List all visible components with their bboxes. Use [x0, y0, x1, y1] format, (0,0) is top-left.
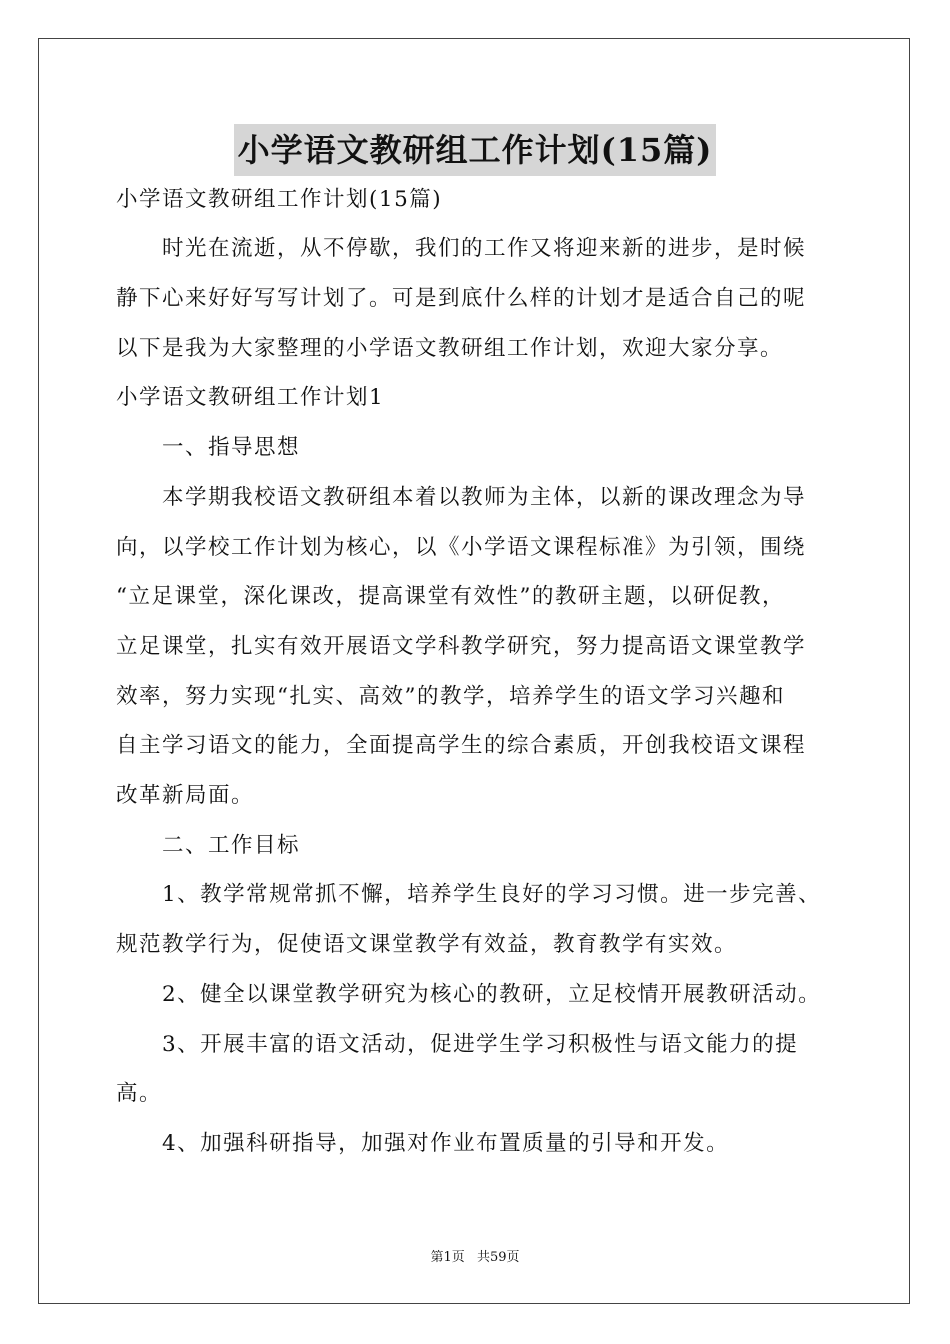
section-heading: 一、指导思想: [116, 435, 301, 460]
page-border: [38, 38, 910, 1304]
text-line: 向，以学校工作计划为核心，以《小学语文课程标准》为引领，围绕: [116, 535, 807, 560]
text-line: 高。: [116, 1081, 163, 1106]
section-heading: 二、工作目标: [116, 833, 301, 858]
document-title: 小学语文教研组工作计划(15篇): [234, 124, 717, 176]
page-total: 共59页: [476, 1250, 520, 1265]
list-item: 2、健全以课堂教学研究为核心的教研，立足校情开展教研活动。: [116, 982, 822, 1007]
text-line: 立足课堂，扎实有效开展语文学科教学研究，努力提高语文课堂教学: [116, 634, 807, 659]
text-line: 自主学习语文的能力，全面提高学生的综合素质，开创我校语文课程: [116, 733, 807, 758]
title-wrap: [0, 124, 950, 176]
page-number: 第1页: [430, 1250, 465, 1265]
text-line: 改革新局面。: [116, 783, 255, 808]
list-item: 3、开展丰富的语文活动，促进学生学习积极性与语文能力的提: [116, 1032, 799, 1057]
subtitle-line: 小学语文教研组工作计划(15篇): [116, 187, 443, 212]
list-item: 4、加强科研指导，加强对作业布置质量的引导和开发。: [116, 1131, 730, 1156]
text-line: 时光在流逝，从不停歇，我们的工作又将迎来新的进步，是时候: [116, 236, 807, 261]
text-line: 效率，努力实现“扎实、高效”的教学，培养学生的语文学习兴趣和: [116, 684, 785, 709]
list-item: 1、教学常规常抓不懈，培养学生良好的学习习惯。进一步完善、: [116, 882, 822, 907]
text-line: 以下是我为大家整理的小学语文教研组工作计划，欢迎大家分享。: [116, 336, 784, 361]
text-line: “立足课堂，深化课改，提高课堂有效性”的教研主题，以研促教，: [116, 584, 785, 609]
page-footer: [0, 1250, 950, 1266]
text-line: 规范教学行为，促使语文课堂教学有效益，教育教学有实效。: [116, 932, 738, 957]
section-heading: 小学语文教研组工作计划1: [116, 385, 385, 410]
text-line: 静下心来好好写写计划了。可是到底什么样的计划才是适合自己的呢: [116, 286, 807, 311]
text-line: 本学期我校语文教研组本着以教师为主体，以新的课改理念为导: [116, 485, 807, 510]
